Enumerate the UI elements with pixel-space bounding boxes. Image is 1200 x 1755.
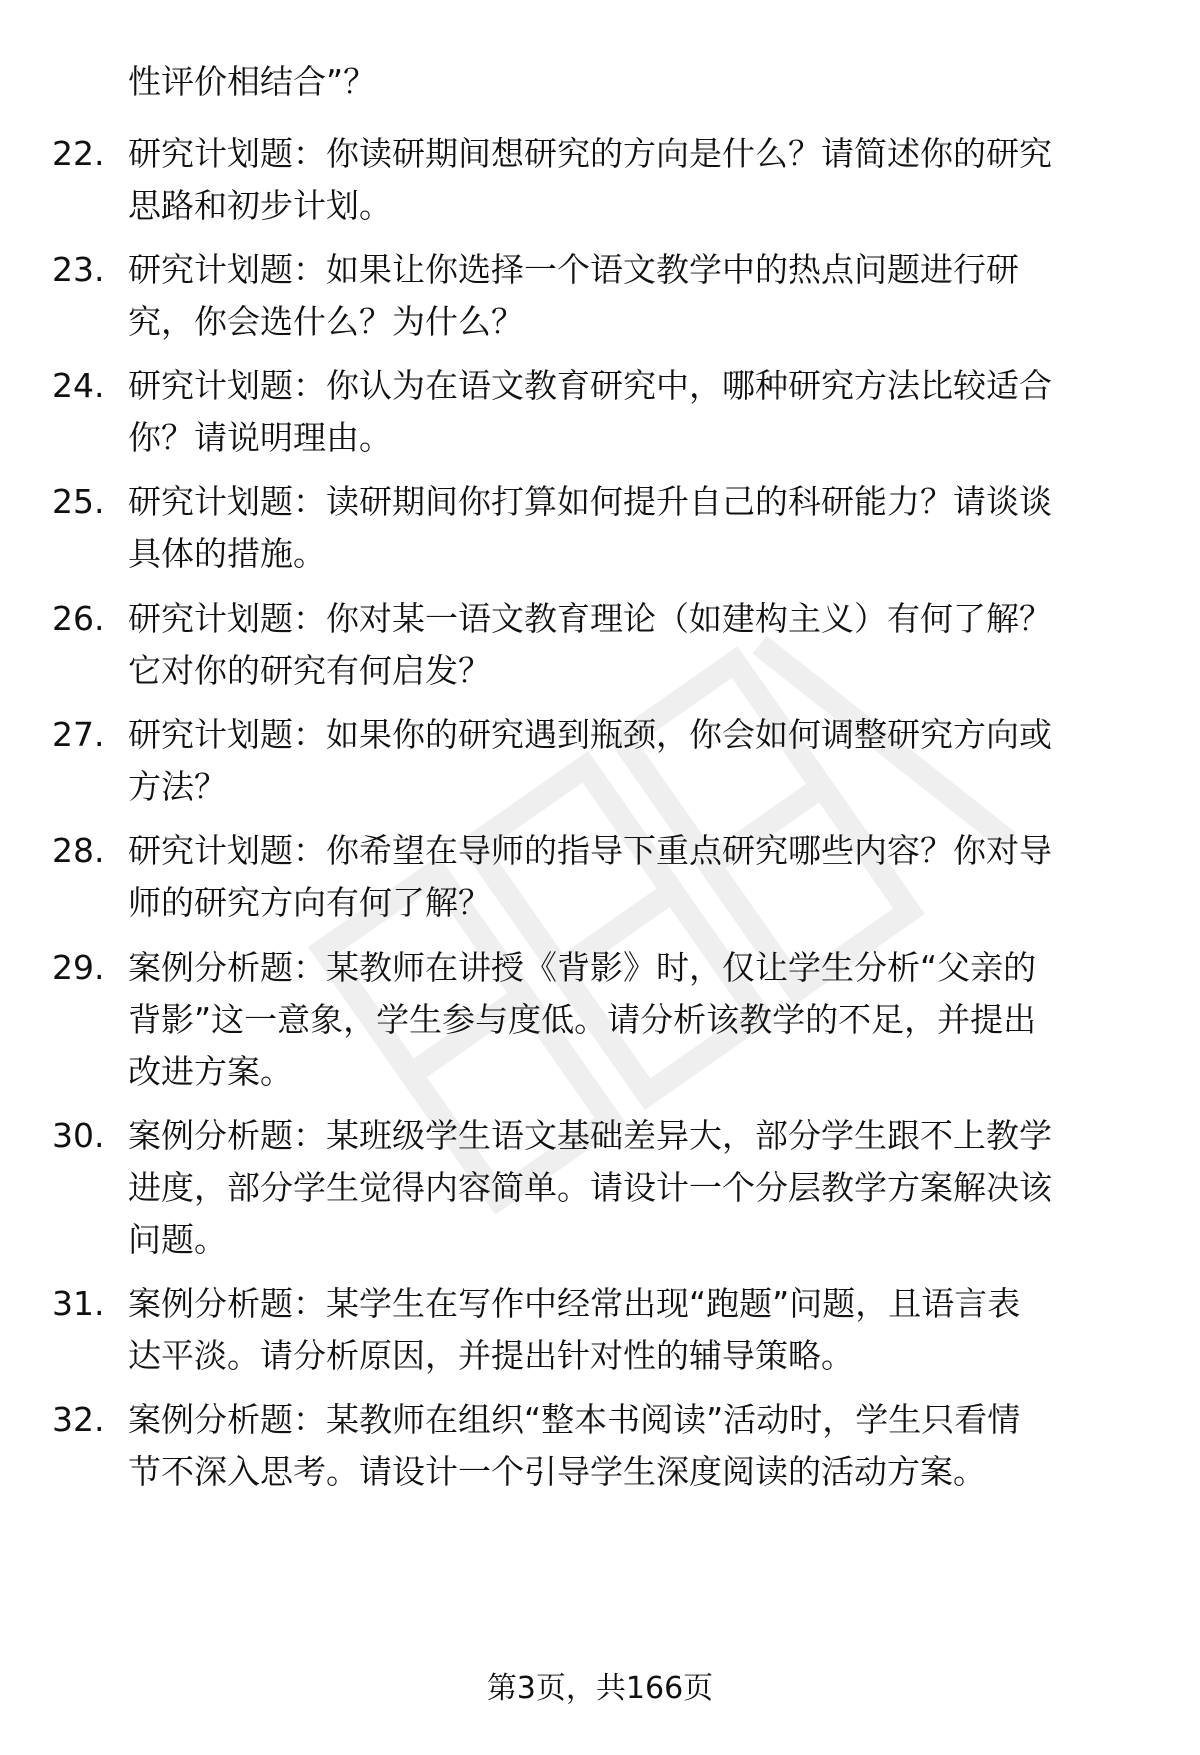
question-number: 26. (52, 599, 105, 638)
question-line: 节不深入思考。请设计一个引导学生深度阅读的活动方案。 (128, 1452, 986, 1491)
question-line: 案例分析题：某学生在写作中经常出现“跑题”问题，且语言表 (128, 1284, 1021, 1323)
question-line: 研究计划题：你对某一语文教育理论（如建构主义）有何了解？ (128, 599, 1052, 638)
question-number: 29. (52, 948, 105, 987)
question-text (128, 1278, 1138, 1382)
page-footer: 第3页，共166页 (486, 1671, 714, 1706)
question-line: 案例分析题：某教师在讲授《背影》时，仅让学生分析“父亲的 (128, 948, 1037, 987)
question-number: 22. (52, 134, 105, 173)
question-line: 案例分析题：某教师在组织“整本书阅读”活动时，学生只看情 (128, 1400, 1021, 1439)
question-number: 32. (52, 1400, 105, 1439)
question-line: 问题。 (128, 1220, 227, 1259)
question-number: 25. (52, 482, 105, 521)
continuation-text: 性评价相结合”？ (128, 62, 377, 101)
question-line: 进度，部分学生觉得内容简单。请设计一个分层教学方案解决该 (128, 1168, 1052, 1207)
question-text (128, 360, 1138, 464)
question-line: 改进方案。 (128, 1052, 293, 1091)
question-line: 研究计划题：你希望在导师的指导下重点研究哪些内容？你对导 (128, 831, 1052, 870)
question-text (128, 128, 1138, 232)
question-line: 具体的措施。 (128, 534, 326, 573)
question-line: 背影”这一意象，学生参与度低。请分析该教学的不足，并提出 (128, 1000, 1037, 1039)
question-line: 究，你会选什么？为什么？ (128, 302, 524, 341)
question-number: 31. (52, 1284, 105, 1323)
question-number: 30. (52, 1116, 105, 1155)
question-number: 27. (52, 715, 105, 754)
question-line: 师的研究方向有何了解？ (128, 883, 491, 922)
question-line: 研究计划题：如果你的研究遇到瓶颈，你会如何调整研究方向或 (128, 715, 1052, 754)
question-line: 案例分析题：某班级学生语文基础差异大，部分学生跟不上教学 (128, 1116, 1052, 1155)
question-text (128, 942, 1138, 1098)
question-number: 28. (52, 831, 105, 870)
question-text (128, 476, 1138, 580)
question-line: 你？请说明理由。 (128, 418, 392, 457)
question-line: 研究计划题：你认为在语文教育研究中，哪种研究方法比较适合 (128, 366, 1052, 405)
question-line: 方法？ (128, 767, 227, 806)
question-text (128, 244, 1138, 348)
question-text (128, 709, 1138, 813)
question-line: 研究计划题：如果让你选择一个语文教学中的热点问题进行研 (128, 250, 1019, 289)
question-number: 23. (52, 250, 105, 289)
question-line: 研究计划题：你读研期间想研究的方向是什么？请简述你的研究 (128, 134, 1052, 173)
question-text (128, 1110, 1138, 1266)
question-line: 思路和初步计划。 (128, 186, 392, 225)
question-text (128, 1394, 1138, 1498)
question-line: 研究计划题：读研期间你打算如何提升自己的科研能力？请谈谈 (128, 482, 1052, 521)
question-text (128, 593, 1138, 697)
question-line: 达平淡。请分析原因，并提出针对性的辅导策略。 (128, 1336, 854, 1375)
question-line: 它对你的研究有何启发？ (128, 651, 491, 690)
question-number: 24. (52, 366, 105, 405)
question-text (128, 825, 1138, 929)
